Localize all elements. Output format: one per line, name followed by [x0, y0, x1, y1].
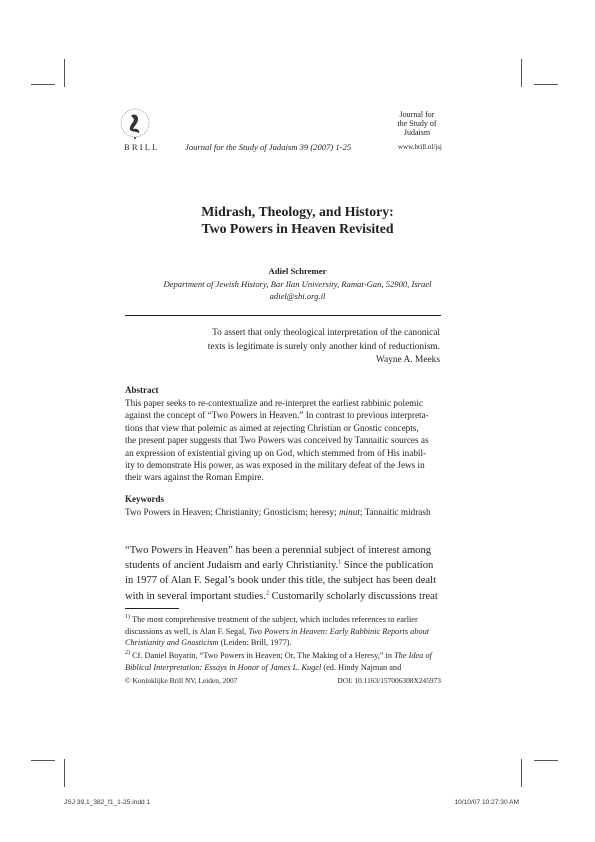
keywords-heading: Keywords — [125, 494, 164, 504]
publisher-name: BRILL — [124, 142, 160, 152]
body-text — [125, 543, 441, 604]
epigraph-line: texts is legitimate is surely only another kind of reductionism. — [207, 341, 440, 352]
abstract-heading: Abstract — [125, 385, 159, 395]
footnote-text: The most comprehensive treatment of the subject, which includes references to earlier discussions as well, is Alan F. Segal, — [125, 615, 418, 636]
epigraph — [196, 327, 440, 368]
crop-mark — [521, 759, 522, 787]
abstract-line: tions that view that polemic as aimed at rejecting Christian or Gnostic concepts, — [125, 422, 419, 433]
keywords-italic: minut — [338, 507, 360, 517]
footnote-text: (ed. Hindy Najman and — [321, 662, 402, 672]
footnote-ref[interactable]: 2 — [265, 590, 269, 597]
crop-mark — [534, 84, 558, 85]
footnote-italic: Two Powers in Heaven: Early Rabbinic Reports about Christianity and Gnosticism — [125, 626, 430, 648]
body-part: Customarily scholarly discussions treat — [268, 590, 438, 602]
body-part: students of ancient Judaism and early Christianity. — [125, 560, 339, 572]
crop-mark — [64, 759, 65, 787]
abstract-line: ity to demonstrate His power, as was exposed in the military defeat of the Jews in — [125, 460, 425, 471]
crop-mark — [534, 760, 558, 761]
body-line — [125, 558, 441, 573]
divider — [125, 315, 441, 316]
footnote-italic: The Idea of Biblical Interpretation: Essays in Honor of James L. Kugel — [125, 651, 432, 672]
article-title — [0, 203, 595, 237]
abstract-line: against the concept of “Two Powers in Heaven.” In contrast to previous interpreta- — [125, 410, 429, 421]
crop-mark — [64, 59, 65, 87]
journal-website: www.brill.nl/jsj — [398, 143, 442, 151]
footnote-mark: 2) — [125, 650, 130, 657]
slug-timestamp: 10/10/07 10:27:30 AM — [454, 799, 519, 806]
author-affiliation — [0, 278, 595, 302]
copyright: © Koninklijke Brill NV, Leiden, 2007 — [125, 676, 238, 685]
footnote-1 — [125, 614, 441, 649]
keywords-part: ; Tannaitic midrash — [359, 507, 431, 517]
abstract-line: the present paper suggests that Two Powers was conceived by Tannaitic sources as — [125, 435, 429, 446]
title-line: Two Powers in Heaven Revisited — [201, 221, 394, 236]
footnote-2 — [125, 650, 441, 673]
footnote-ref[interactable]: 1 — [338, 559, 342, 566]
journal-logo-line: Journal for — [399, 110, 435, 119]
journal-citation: Journal for the Study of Judaism 39 (2007) 1-25 — [185, 142, 352, 152]
footnote-divider — [125, 608, 179, 609]
keywords-part: Two Powers in Heaven; Christianity; Gnosticism; heresy; — [125, 507, 339, 517]
body-part: with in several important studies. — [125, 590, 266, 602]
footnote-text: (Leiden: Brill, 1977). — [218, 638, 292, 648]
journal-logo-line: the Study of — [397, 119, 437, 128]
crop-mark — [31, 84, 55, 85]
body-part: Since the publication — [341, 560, 434, 572]
abstract-line: This paper seeks to re-contextualize and re-interpret the earliest rabbinic polemic — [125, 398, 423, 408]
footnote-mark: 1) — [125, 614, 130, 621]
doi: DOI: 10.1163/157006308X245973 — [337, 676, 441, 685]
abstract-line: their wars against the Roman Empire. — [125, 472, 264, 483]
body-line — [125, 589, 441, 604]
abstract-text — [125, 397, 441, 484]
title-line: Midrash, Theology, and History: — [201, 204, 394, 219]
journal-logo — [397, 110, 437, 137]
body-line: in 1977 of Alan F. Segal’s book under this title, the subject has been dealt — [125, 575, 437, 587]
footnote-text: Cf. Daniel Boyarin, “Two Powers in Heaven; Or, The Making of a Heresy,” in — [132, 651, 395, 660]
body-line: “Two Powers in Heaven” has been a perennial subject of interest among — [125, 545, 432, 556]
crop-mark — [521, 59, 522, 87]
abstract-line: an expression of existential giving up on God, which stemmed from of His inabil- — [125, 447, 427, 458]
affiliation: Department of Jewish History, Bar Ilan University, Ramat-Gan, 52900, Israel — [163, 279, 432, 289]
slug-filename: JSJ 39,1_382_f1_1-25.indd 1 — [64, 799, 151, 806]
author-name: Adiel Schremer — [268, 266, 327, 276]
author-email: adiel@shi.org.il — [269, 291, 326, 301]
epigraph-line: To assert that only theological interpretation of the canonical — [212, 328, 440, 338]
journal-logo-line: Judaism — [403, 128, 431, 137]
keywords-text — [125, 506, 445, 518]
crop-mark — [31, 760, 55, 761]
epigraph-attribution: Wayne A. Meeks — [375, 355, 440, 365]
